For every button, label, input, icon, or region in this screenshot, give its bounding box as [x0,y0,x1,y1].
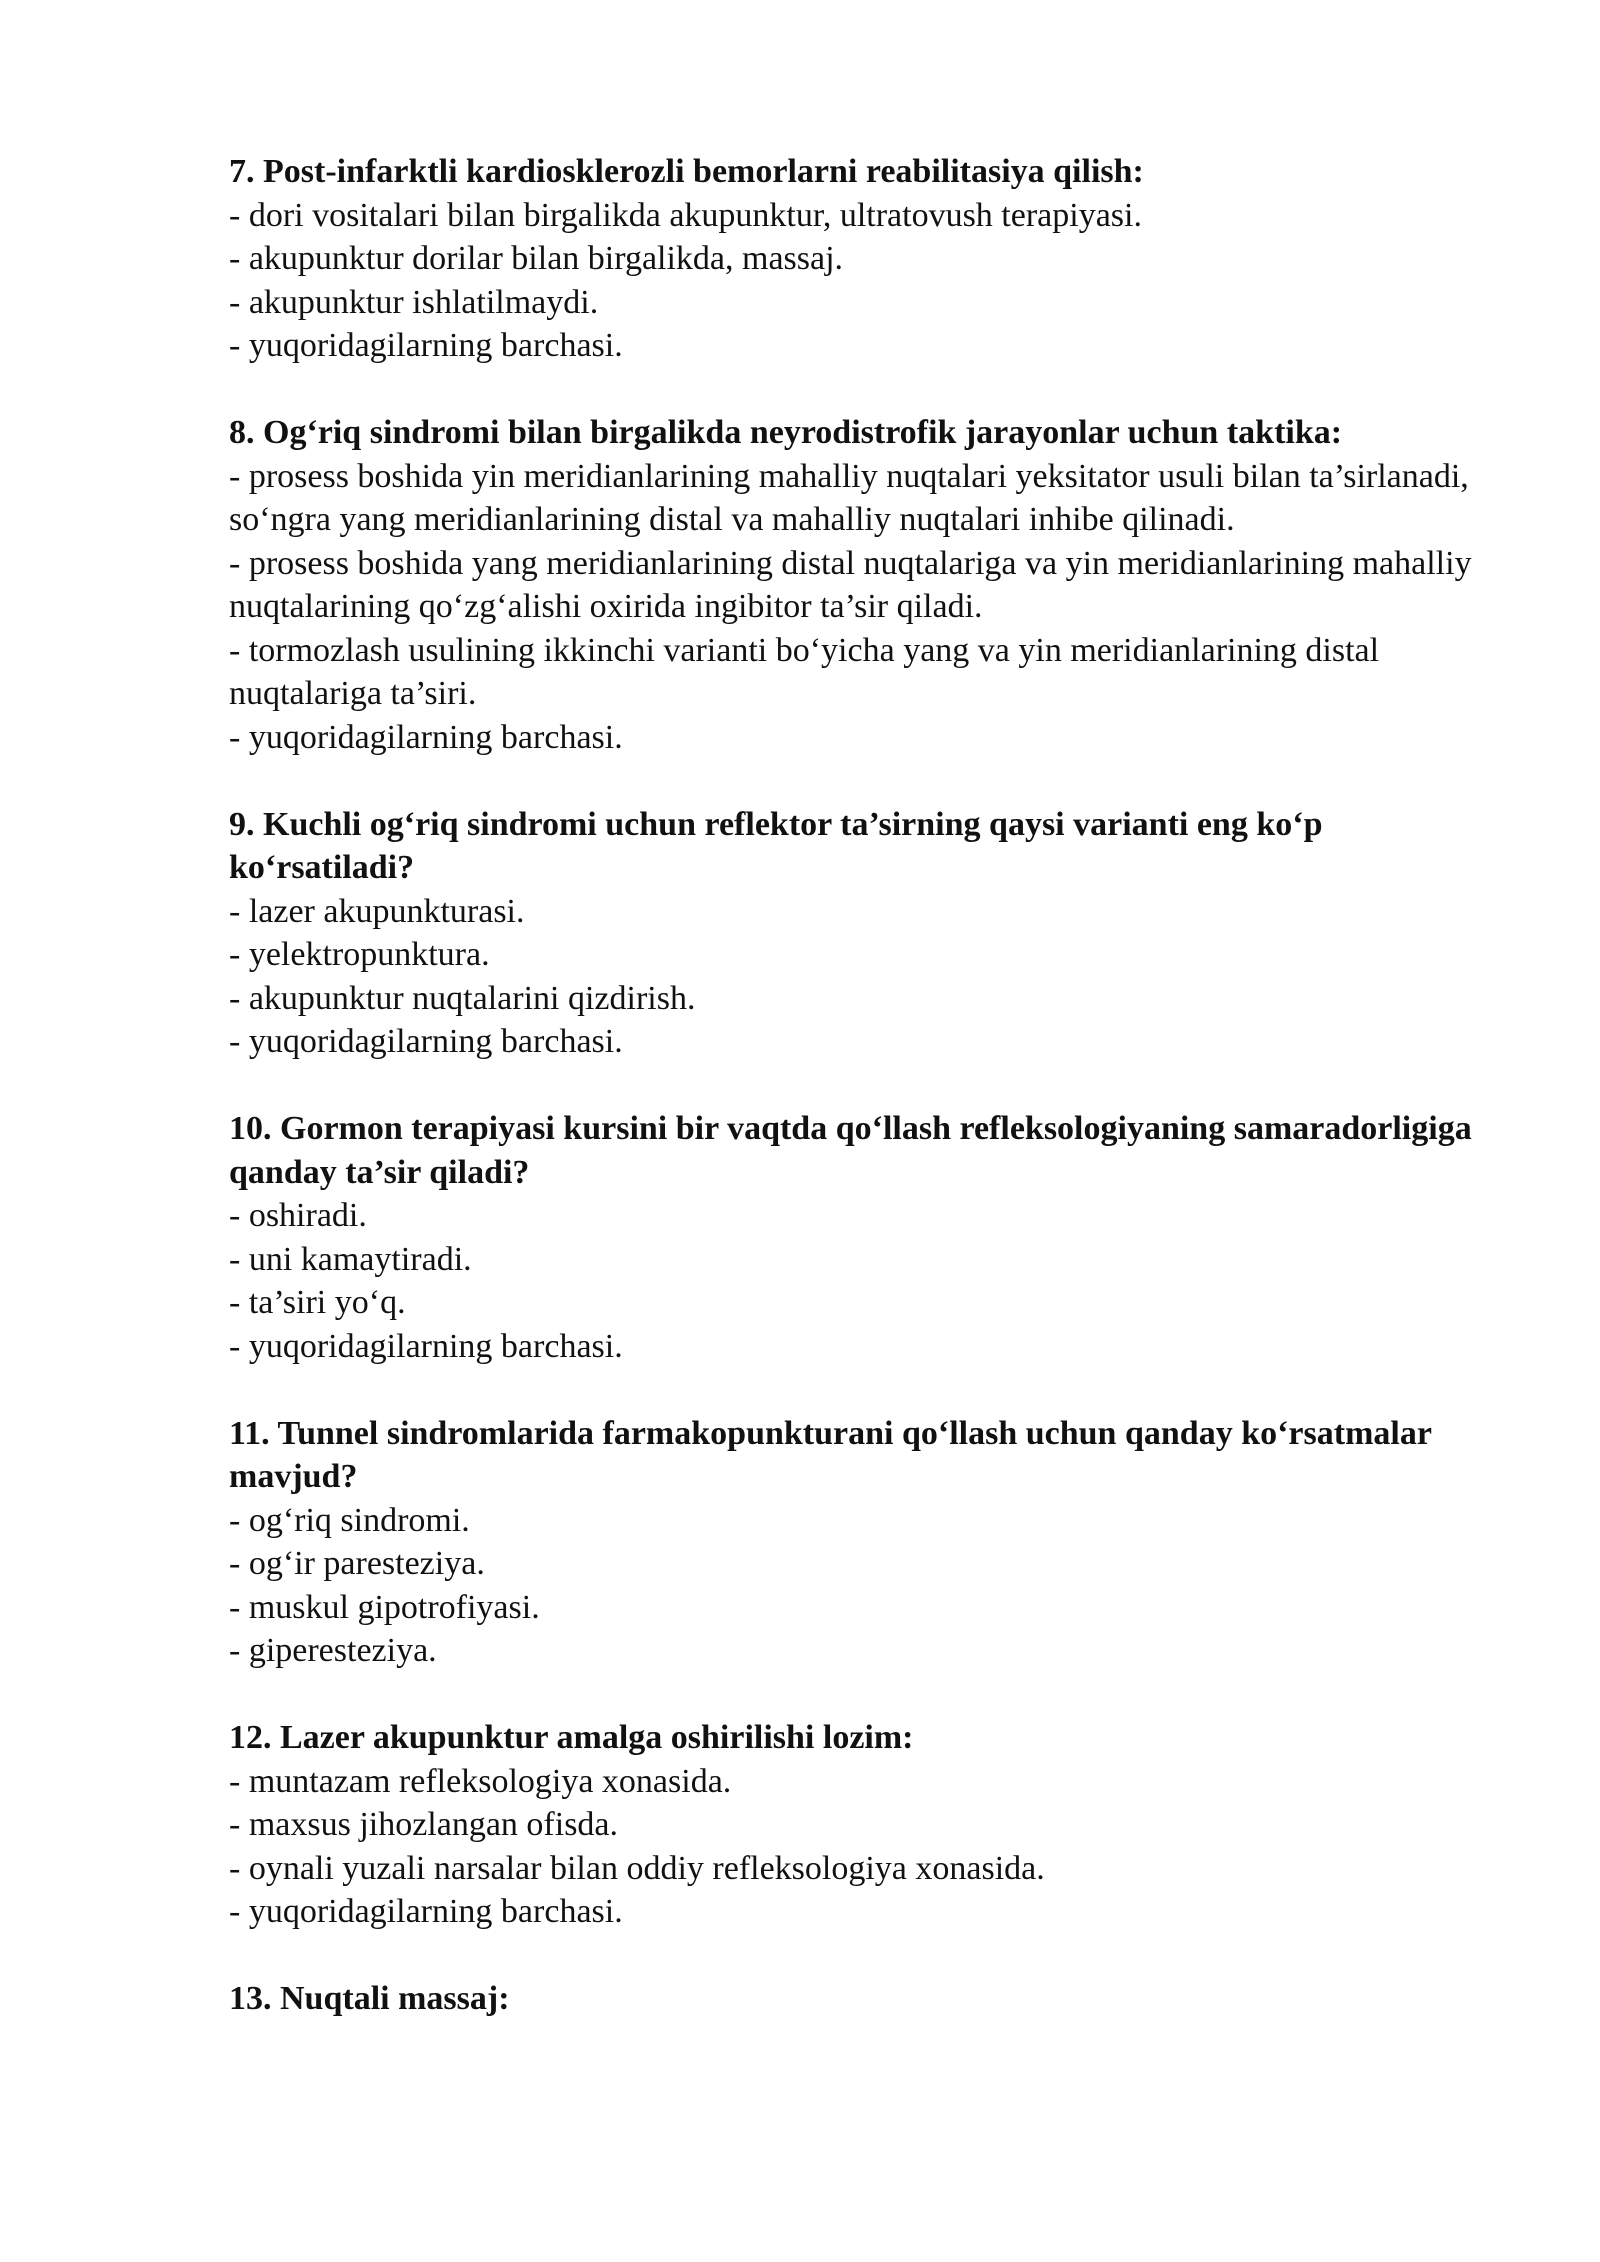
answer-option: - ta’siri yo‘q. [229,1284,406,1321]
question-11 [229,1412,1489,1673]
question-title: 11. Tunnel sindromlarida farmakopunkturani qo‘llash uchun qanday ko‘rsatmalar mavjud? [229,1414,1432,1495]
question-title: 12. Lazer akupunktur amalga oshirilishi lozim: [229,1719,914,1756]
answer-option: - akupunktur dorilar bilan birgalikda, massaj. [229,240,844,277]
question-8 [229,411,1489,759]
question-title: 8. Og‘riq sindromi bilan birgalikda neyrodistrofik jarayonlar uchun taktika: [229,414,1343,451]
answer-option: - yuqoridagilarning barchasi. [229,718,623,756]
answer-option: - uni kamaytiradi. [229,1240,472,1278]
answer-option: - akupunktur nuqtalarini qizdirish. [229,979,696,1017]
answer-option: - yuqoridagilarning barchasi. [229,1023,623,1060]
question-9 [229,803,1489,1064]
question-title: 7. Post-infarktli kardiosklerozli bemorlarni reabilitasiya qilish: [229,153,1144,190]
answer-option: - lazer akupunkturasi. [229,892,525,930]
question-10 [229,1107,1489,1368]
question-13 [229,1977,1489,2021]
answer-option: - og‘riq sindromi. [229,1501,470,1539]
question-12 [229,1716,1489,1934]
answer-option: - oshiradi. [229,1197,367,1234]
question-title: 13. Nuqtali massaj: [229,1980,510,2017]
question-title: 10. Gormon terapiyasi kursini bir vaqtda qo‘llash refleksologiyaning samaradorligiga qanday ta’sir qiladi? [229,1110,1472,1191]
answer-option: - yuqoridagilarning barchasi. [229,1893,623,1930]
answer-option: - maxsus jihozlangan ofisda. [229,1806,619,1843]
document-body [229,150,1489,2064]
answer-option: - yuqoridagilarning barchasi. [229,327,623,364]
answer-option: - prosess boshida yin meridianlarining mahalliy nuqtalari yeksitator usuli bilan ta’sirlanadi, so‘ngra yang meridianlarining distal va mahalliy nuqtalari inhibe qilinadi. [229,457,1469,538]
answer-option: - tormozlash usulining ikkinchi varianti bo‘yicha yang va yin meridianlarining distal nuqtalariga ta’siri. [229,631,1380,712]
question-title: 9. Kuchli og‘riq sindromi uchun reflektor ta’sirning qaysi varianti eng ko‘p ko‘rsatiladi? [229,805,1323,886]
answer-option: - yuqoridagilarning barchasi. [229,1327,623,1365]
question-7 [229,150,1489,368]
answer-option: - muskul gipotrofiyasi. [229,1588,540,1626]
answer-option: - akupunktur ishlatilmaydi. [229,283,599,321]
answer-option: - og‘ir paresteziya. [229,1545,485,1582]
answer-option: - oynali yuzali narsalar bilan oddiy refleksologiya xonasida. [229,1849,1045,1887]
answer-option: - dori vositalari bilan birgalikda akupunktur, ultratovush terapiyasi. [229,196,1142,234]
answer-option: - prosess boshida yang meridianlarining distal nuqtalariga va yin meridianlarining mahalliy nuqtalarining qo‘zg‘alishi oxirida ingibitor ta’sir qiladi. [229,544,1472,625]
answer-option: - giperesteziya. [229,1632,437,1669]
answer-option: - muntazam refleksologiya xonasida. [229,1762,732,1800]
answer-option: - yelektropunktura. [229,936,490,973]
